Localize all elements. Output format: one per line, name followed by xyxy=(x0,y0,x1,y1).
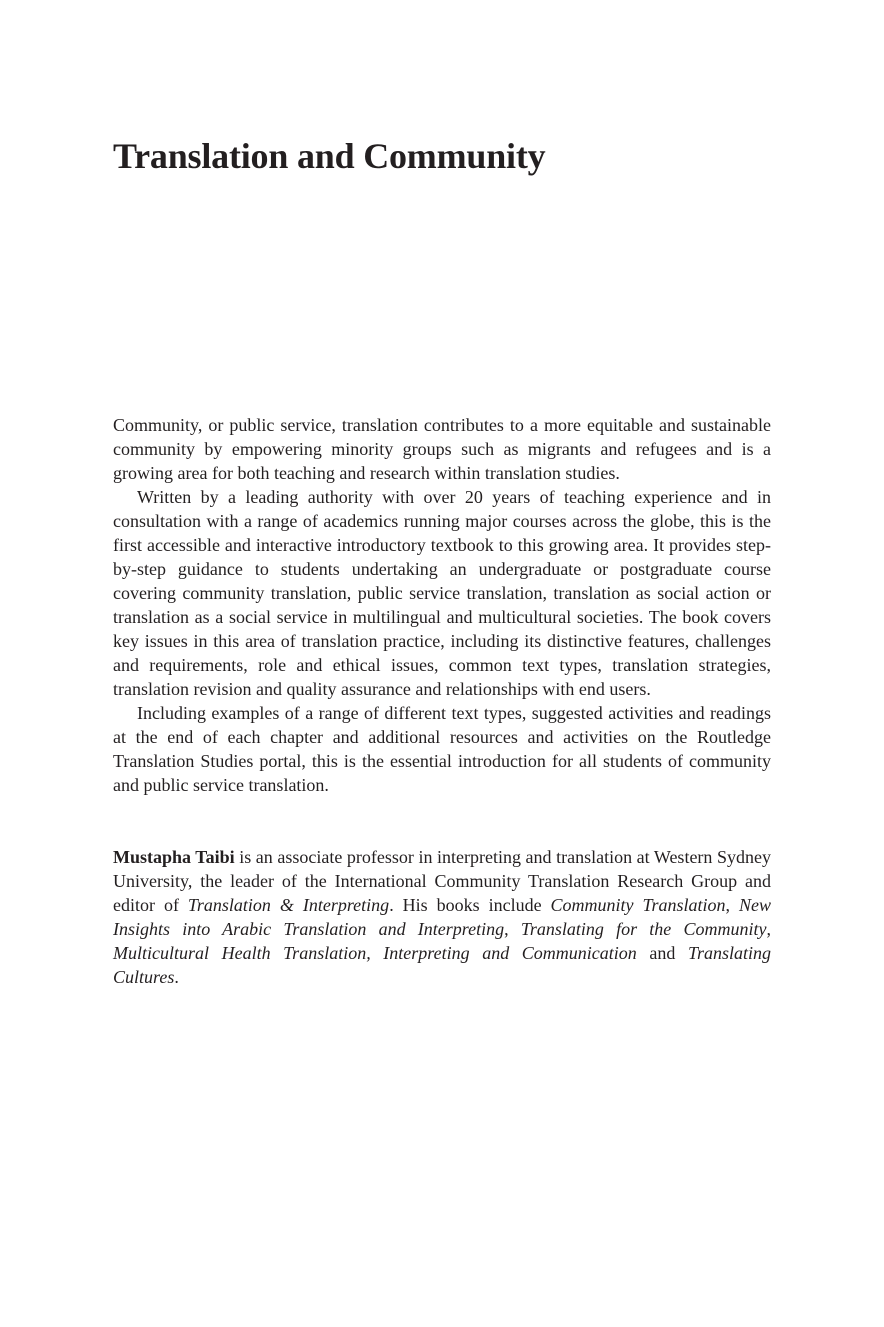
author-bio xyxy=(113,845,771,989)
journal-title: Translation & Interpreting xyxy=(187,895,390,915)
book-title: Translating for the Community xyxy=(520,919,767,939)
bio-text: . His books include xyxy=(389,895,551,915)
description-paragraph: Written by a leading authority with over 20 years of teaching experience and in consultation with a range of academics running major courses across the globe, this is the first accessible and interactive introductory textbook to this growing area. It provides step-by-step guidance to students undertaking an undergraduate or postgraduate course covering community translation, public service translation, translation as social action or translation as a social service in multilingual and multicultural societies. The book covers key issues in this area of translation practice, including its distinctive features, challenges and requirements, role and ethical issues, common text types, translation strategies, translation revision and quality assurance and relationships with end users. xyxy=(113,487,771,699)
author-name: Mustapha Taibi xyxy=(113,847,235,867)
conjunction: and xyxy=(636,943,688,963)
bio-text: is an associate professor in interpreting and translation at Western Sydney University, the leader of the International Community Translation Research Group and editor of xyxy=(113,847,771,915)
book-title: Translating Cultures xyxy=(113,943,772,987)
bio-end: . xyxy=(174,967,179,987)
separator: , xyxy=(725,895,739,915)
page-title: Translation and Community xyxy=(113,136,546,176)
book-title: Multicultural Health Translation, Interpreting and Communication xyxy=(113,943,637,963)
description-paragraph: Community, or public service, translation contributes to a more equitable and sustainable community by empowering minority groups such as migrants and refugees and is a growing area for both teaching and research within translation studies. xyxy=(113,415,771,483)
separator: , xyxy=(504,919,521,939)
book-description xyxy=(113,413,771,797)
author-bio-paragraph xyxy=(113,845,771,989)
separator: , xyxy=(766,919,771,939)
description-paragraph: Including examples of a range of different text types, suggested activities and readings at the end of each chapter and additional resources and activities on the Routledge Translation Studies portal, this is the essential introduction for all students of community and public service translation. xyxy=(113,703,771,795)
book-title: New Insights into Arabic Translation and Interpreting xyxy=(113,895,772,939)
book-title: Community Translation xyxy=(550,895,726,915)
